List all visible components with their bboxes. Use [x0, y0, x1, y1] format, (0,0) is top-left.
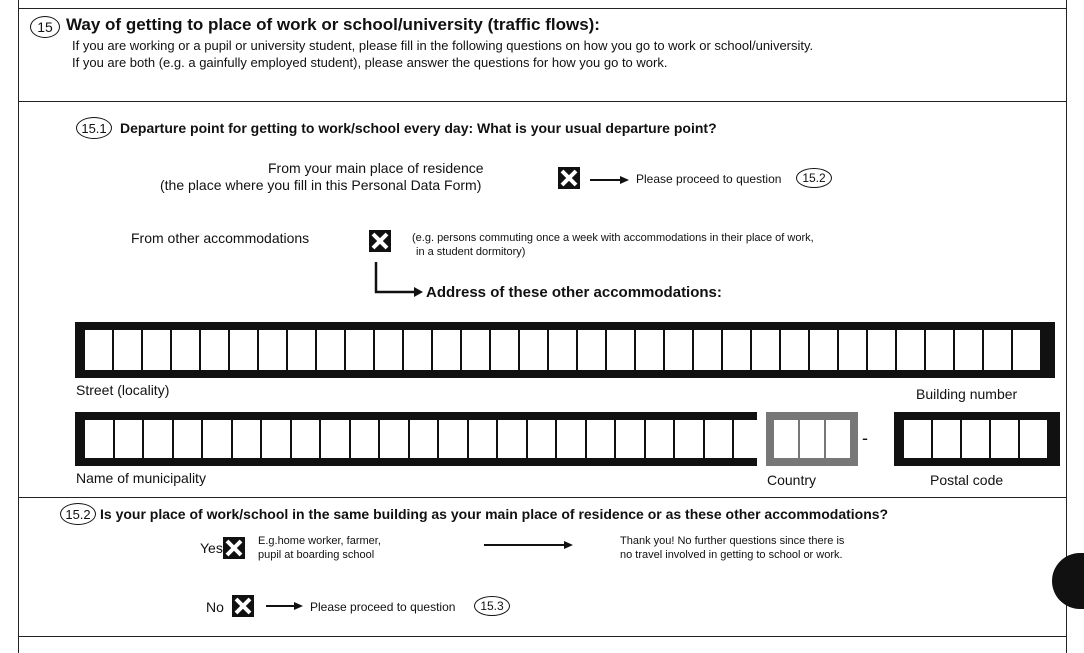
street-char-cell[interactable] [143, 330, 170, 370]
street-char-cell[interactable] [578, 330, 605, 370]
no-label: No [206, 599, 224, 615]
option-main-residence-line1: From your main place of residence [268, 160, 484, 176]
intro-line-1: If you are working or a pupil or university student, please fill in the following questions on how you go to work or school/university. [72, 38, 814, 53]
street-char-cell[interactable] [259, 330, 286, 370]
proceed-ref-15-3: 15.3 [480, 599, 504, 613]
country-postal-dash: - [862, 428, 868, 448]
other-note-line2: in a student dormitory) [416, 246, 526, 258]
postal-code-input-boxes[interactable] [894, 412, 1060, 466]
checked-x-icon [232, 595, 254, 617]
frame-top-border [18, 8, 1067, 9]
municipality-char-cell[interactable] [85, 420, 113, 458]
street-char-cell[interactable] [491, 330, 518, 370]
checkbox-main-residence[interactable] [558, 167, 580, 189]
municipality-char-cell[interactable] [351, 420, 379, 458]
municipality-char-cell[interactable] [262, 420, 290, 458]
street-char-cell[interactable] [694, 330, 721, 370]
municipality-input-boxes[interactable] [75, 412, 757, 466]
street-char-cell[interactable] [839, 330, 866, 370]
municipality-char-cell[interactable] [498, 420, 526, 458]
subquestion-number-badge [76, 117, 112, 139]
municipality-char-cell[interactable] [705, 420, 733, 458]
subquestion-number-15-2: 15.2 [65, 506, 91, 522]
street-char-cell[interactable] [172, 330, 199, 370]
street-char-cell[interactable] [317, 330, 344, 370]
arrow-right-icon [266, 601, 304, 611]
street-char-cell[interactable] [520, 330, 547, 370]
street-char-cell[interactable] [955, 330, 982, 370]
municipality-char-cell[interactable] [587, 420, 615, 458]
postal-code-label: Postal code [930, 472, 1004, 488]
postal-char-cell[interactable] [933, 420, 960, 458]
checked-x-icon [369, 230, 391, 252]
street-char-cell[interactable] [375, 330, 402, 370]
municipality-char-cell[interactable] [557, 420, 585, 458]
municipality-char-cell[interactable] [233, 420, 261, 458]
section-divider-15-1 [18, 497, 1067, 498]
thanks-line1: Thank you! No further questions since there is [620, 535, 845, 547]
proceed-ref-badge [796, 168, 832, 188]
municipality-char-cell[interactable] [439, 420, 467, 458]
subquestion-text-15-2: Is your place of work/school in the same building as your main place of residence or as these other accommodations? [100, 506, 889, 522]
municipality-char-cell[interactable] [115, 420, 143, 458]
subquestion-number-badge-15-2 [60, 503, 96, 525]
municipality-char-cell[interactable] [174, 420, 202, 458]
section-divider-15 [18, 101, 1067, 102]
municipality-char-cell[interactable] [616, 420, 644, 458]
street-char-cell[interactable] [665, 330, 692, 370]
street-char-cell[interactable] [114, 330, 141, 370]
street-char-cell[interactable] [288, 330, 315, 370]
intro-line-2: If you are both (e.g. a gainfully employed student), please answer the questions for how you go to work. [72, 55, 668, 70]
checkbox-no[interactable] [232, 595, 254, 617]
question-title: Way of getting to place of work or school/university (traffic flows): [66, 15, 600, 34]
proceed-text-15-3: Please proceed to question [310, 600, 456, 614]
other-note-line1: (e.g. persons commuting once a week with accommodations in their place of work, [412, 232, 814, 244]
option-other-accommodations: From other accommodations [131, 230, 310, 246]
subquestion-text: Departure point for getting to work/school every day: What is your usual departure point? [120, 120, 717, 136]
municipality-char-cell[interactable] [321, 420, 349, 458]
municipality-char-cell[interactable] [734, 420, 762, 458]
postal-char-cell[interactable] [1020, 420, 1047, 458]
proceed-text-15-2: Please proceed to question [636, 172, 782, 186]
street-char-cell[interactable] [752, 330, 779, 370]
arrow-down-right-icon [372, 262, 424, 298]
arrow-right-long-icon [484, 540, 574, 550]
thanks-line2: no travel involved in getting to school or work. [620, 549, 843, 561]
municipality-char-cell[interactable] [646, 420, 674, 458]
street-char-cell[interactable] [346, 330, 373, 370]
municipality-char-cell[interactable] [469, 420, 497, 458]
option-main-residence-line2: (the place where you fill in this Personal Data Form) [160, 177, 482, 193]
street-char-cell[interactable] [1013, 330, 1040, 370]
yes-label: Yes [200, 540, 223, 556]
address-heading: Address of these other accommodations: [426, 284, 722, 301]
building-number-label: Building number [916, 386, 1018, 402]
street-char-cell[interactable] [433, 330, 460, 370]
street-char-cell[interactable] [926, 330, 953, 370]
country-char-cell[interactable] [774, 420, 798, 458]
street-char-cell[interactable] [462, 330, 489, 370]
street-input-boxes[interactable] [75, 322, 1055, 378]
postal-char-cell[interactable] [904, 420, 931, 458]
street-char-cell[interactable] [868, 330, 895, 370]
municipality-char-cell[interactable] [144, 420, 172, 458]
question-number-badge [30, 16, 60, 38]
street-char-cell[interactable] [636, 330, 663, 370]
municipality-char-cell[interactable] [380, 420, 408, 458]
yes-note-line1: E.g.home worker, farmer, [258, 535, 381, 547]
municipality-char-cell[interactable] [292, 420, 320, 458]
street-char-cell[interactable] [201, 330, 228, 370]
municipality-char-cell[interactable] [528, 420, 556, 458]
proceed-ref-badge-15-3 [474, 596, 510, 616]
street-char-cell[interactable] [810, 330, 837, 370]
street-char-cell[interactable] [230, 330, 257, 370]
street-char-cell[interactable] [607, 330, 634, 370]
municipality-char-cell[interactable] [675, 420, 703, 458]
street-label: Street (locality) [76, 382, 170, 398]
country-label: Country [767, 472, 817, 488]
checkbox-yes[interactable] [223, 537, 245, 559]
municipality-char-cell[interactable] [410, 420, 438, 458]
arrow-right-icon [590, 175, 630, 185]
checked-x-icon [558, 167, 580, 189]
registration-mark [1052, 553, 1084, 609]
country-char-cell[interactable] [800, 420, 824, 458]
street-char-cell[interactable] [897, 330, 924, 370]
municipality-char-cell[interactable] [203, 420, 231, 458]
frame-left-border [18, 0, 19, 653]
street-char-cell[interactable] [781, 330, 808, 370]
postal-char-cell[interactable] [962, 420, 989, 458]
subquestion-number: 15.1 [81, 120, 107, 136]
question-number: 15 [37, 19, 53, 35]
checked-x-icon [223, 537, 245, 559]
country-char-cell[interactable] [826, 420, 850, 458]
postal-char-cell[interactable] [991, 420, 1018, 458]
section-divider-15-2 [18, 636, 1067, 637]
municipality-label: Name of municipality [76, 470, 206, 486]
street-char-cell[interactable] [984, 330, 1011, 370]
yes-note-line2: pupil at boarding school [258, 549, 375, 561]
proceed-ref: 15.2 [802, 171, 826, 185]
checkbox-other-accommodations[interactable] [369, 230, 391, 252]
street-char-cell[interactable] [404, 330, 431, 370]
country-input-boxes[interactable] [766, 412, 858, 466]
street-char-cell[interactable] [85, 330, 112, 370]
street-char-cell[interactable] [549, 330, 576, 370]
street-char-cell[interactable] [723, 330, 750, 370]
